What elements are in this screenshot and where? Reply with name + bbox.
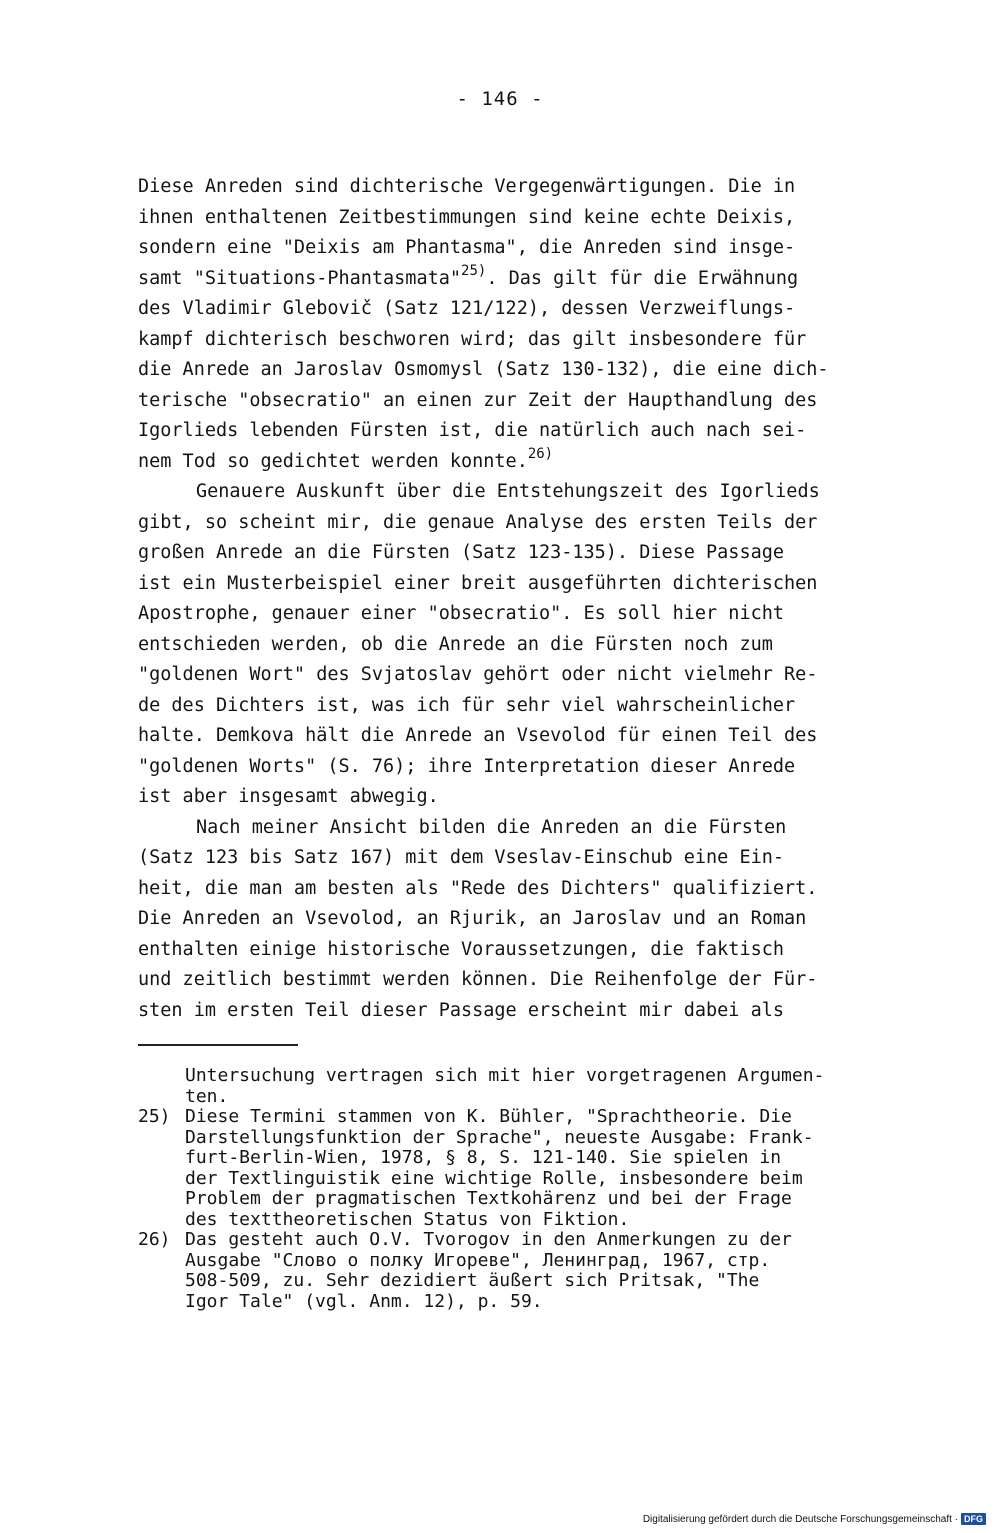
footnote-line: Untersuchung vertragen sich mit hier vorgetragenen Argumen-: [185, 1065, 825, 1086]
body-line-text: ist ein Musterbeispiel einer breit ausgeführten dichterischen: [138, 572, 818, 594]
body-line: [138, 325, 898, 356]
body-line-text: gibt, so scheint mir, die genaue Analyse des ersten Teils der: [138, 511, 818, 533]
footnote-line: des texttheoretischen Status von Fiktion.: [185, 1208, 630, 1230]
body-line: [138, 447, 898, 478]
footnote-line: Problem der pragmatischen Textkohärenz und bei der Frage: [185, 1188, 792, 1209]
footer-text: Digitalisierung gefördert durch die Deutsche Forschungsgemeinschaft ·: [642, 1513, 958, 1525]
body-line: [138, 508, 898, 539]
footnote-line: Darstellungsfunktion der Sprache", neueste Ausgabe: Frank-: [185, 1126, 814, 1148]
body-line-text: samt "Situations-Phantasmata": [138, 267, 462, 289]
body-line: [138, 386, 898, 417]
body-line: [138, 264, 898, 295]
body-line: [138, 416, 898, 447]
body-line: [138, 599, 898, 630]
body-line-text: de des Dichters ist, was ich für sehr viel wahrscheinlicher: [138, 694, 796, 716]
footnote-line: Igor Tale" (vgl. Anm. 12), p. 59.: [185, 1290, 543, 1312]
body-line-text: Nach meiner Ansicht bilden die Anreden an die Fürsten: [196, 816, 787, 838]
body-line-text: Genauere Auskunft über die Entstehungszeit des Igorlieds: [196, 481, 820, 502]
body-line: [138, 874, 898, 905]
body-line-text: sten im ersten Teil dieser Passage erscheint mir dabei als: [138, 999, 785, 1021]
body-line: [138, 630, 898, 661]
footnote-line: Das gesteht auch O.V. Tvorogov in den Anmerkungen zu der: [185, 1229, 792, 1250]
body-line-text: Apostrophe, genauer einer "obsecratio". Es soll hier nicht: [138, 603, 785, 624]
body-line-text: halte. Demkova hält die Anrede an Vsevolod für einen Teil des: [138, 725, 818, 746]
page-number: - 146 -: [456, 88, 544, 110]
body-line: [138, 965, 898, 996]
body-line: [138, 355, 898, 386]
body-line: [138, 569, 898, 600]
body-line: [138, 782, 898, 813]
body-line: [138, 904, 898, 935]
body-line-text: enthalten einige historische Voraussetzungen, die faktisch: [138, 938, 785, 960]
body-line: [138, 691, 898, 722]
body-line-text: ihnen enthaltenen Zeitbestimmungen sind keine echte Deixis,: [138, 206, 796, 228]
body-line-text: "goldenen Wort" des Svjatoslav gehört oder nicht vielmehr Re-: [138, 664, 818, 685]
body-line: [138, 294, 898, 325]
body-line: [138, 477, 898, 508]
footnote-separator: [138, 1044, 298, 1046]
body-line: [138, 203, 898, 234]
body-line: [138, 233, 898, 264]
body-line-text: des Vladimir Glebovič (Satz 121/122), dessen Verzweiflungs-: [138, 298, 796, 319]
footnote-line: furt-Berlin-Wien, 1978, § 8, S. 121-140. Sie spielen in: [185, 1147, 782, 1168]
footnote-number: 26): [138, 1229, 171, 1250]
body-line: [138, 721, 898, 752]
body-line-text: Igorlieds lebenden Fürsten ist, die natürlich auch nach sei-: [138, 420, 807, 441]
footnote-number: 25): [138, 1106, 171, 1127]
body-line: [138, 935, 898, 966]
body-line-text: heit, die man am besten als "Rede des Dichters" qualifiziert.: [138, 877, 818, 899]
body-text: [138, 172, 898, 1026]
body-line-text: entschieden werden, ob die Anrede an die Fürsten noch zum: [138, 633, 773, 655]
body-line-text: terische "obsecratio" an einen zur Zeit der Haupthandlung des: [138, 389, 818, 411]
body-line: [138, 538, 898, 569]
body-line-text: (Satz 123 bis Satz 167) mit dem Vseslav-Einschub eine Ein-: [138, 847, 785, 868]
body-line: [138, 843, 898, 874]
dfg-footer: [643, 1513, 986, 1525]
footnote-line: Ausgabe "Слово о полку Игореве", Ленинград, 1967, стр.: [185, 1249, 771, 1271]
body-line-text: sondern eine "Deixis am Phantasma", die Anreden sind insge-: [138, 237, 796, 258]
body-line: [138, 172, 898, 203]
body-line: [138, 813, 898, 844]
body-line-text: Die Anreden an Vsevolod, an Rjurik, an Jaroslav und an Roman: [138, 908, 807, 929]
footnote-reference: 25): [461, 262, 487, 279]
footnote-line: der Textlinguistik eine wichtige Rolle, insbesondere beim: [185, 1167, 803, 1189]
body-line-text: Diese Anreden sind dichterische Vergegenwärtigungen. Die in: [138, 176, 796, 197]
body-line: [138, 996, 898, 1027]
body-line-text: die Anrede an Jaroslav Osmomysl (Satz 130-132), die eine dich-: [138, 359, 829, 380]
body-line-text: kampf dichterisch beschworen wird; das gilt insbesondere für: [138, 328, 807, 350]
dfg-logo: DFG: [961, 1513, 986, 1525]
footnote-25: [138, 1107, 918, 1230]
footnotes: [138, 1066, 918, 1312]
body-line-text: großen Anrede an die Fürsten (Satz 123-135). Diese Passage: [138, 542, 785, 563]
footnote-26: [138, 1230, 918, 1312]
body-line: [138, 752, 898, 783]
body-line-text: . Das gilt für die Erwähnung: [486, 267, 799, 289]
body-line-text: nem Tod so gedichtet werden konnte.: [138, 450, 528, 472]
footnote-continuation: [138, 1066, 918, 1107]
body-line-text: "goldenen Worts" (S. 76); ihre Interpretation dieser Anrede: [138, 755, 796, 777]
footnote-line: Diese Termini stammen von K. Bühler, "Sprachtheorie. Die: [185, 1106, 792, 1127]
footnote-reference: 26): [527, 445, 554, 462]
body-line-text: und zeitlich bestimmt werden können. Die Reihenfolge der Für-: [138, 969, 818, 990]
footnote-line: ten.: [185, 1085, 229, 1107]
footnote-line: 508-509, zu. Sehr dezidiert äußert sich Pritsak, "The: [185, 1270, 760, 1291]
body-line: [138, 660, 898, 691]
body-line-text: ist aber insgesamt abwegig.: [138, 786, 439, 807]
